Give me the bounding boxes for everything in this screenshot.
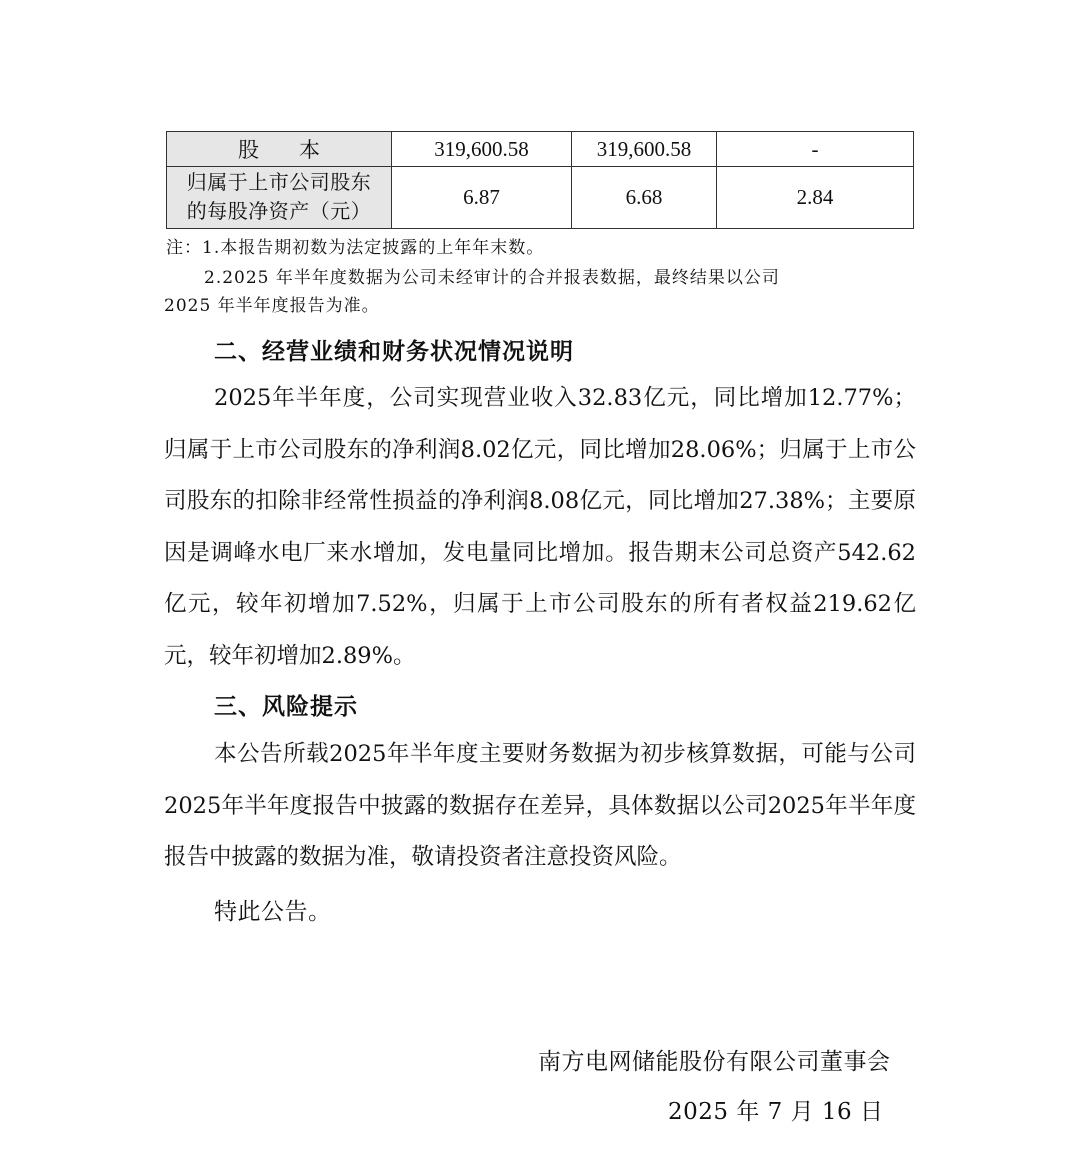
section-heading-performance: 二、经营业绩和财务状况情况说明 [214,339,574,365]
signature-company: 南方电网储能股份有限公司董事会 [538,1049,891,1075]
table-cell: 6.68 [572,167,717,229]
row-label-share-capital: 股本 [167,132,392,167]
signature-date: 2025 年 7 月 16 日 [668,1099,884,1125]
table-row-net-assets-per-share [167,167,914,229]
financial-data-table [166,131,914,229]
table-cell: 2.84 [717,167,914,229]
table-row-share-capital [167,132,914,167]
table-cell: 6.87 [392,167,572,229]
row-label-net-assets-per-share: 归属于上市公司股东 的每股净资产（元） [167,167,392,229]
table-note-1: 注：1.本报告期初数为法定披露的上年年末数。 [166,238,545,258]
table-note-2: 2.2025 年半年度数据为公司未经审计的合并报表数据，最终结果以公司 [204,268,780,288]
table-cell: - [717,132,914,167]
paragraph-risk: 本公告所载2025年半年度主要财务数据为初步核算数据，可能与公司2025年半年度报告中披露的数据存在差异，具体数据以公司2025年半年度报告中披露的数据为准，敬请投资者注意投资风险。 [164,741,916,870]
section-heading-risk: 三、风险提示 [214,694,358,720]
table-cell: 319,600.58 [392,132,572,167]
table-cell: 319,600.58 [572,132,717,167]
closing-statement: 特此公告。 [214,899,332,925]
table-note-2-continued: 2025 年半年度报告为准。 [164,296,380,316]
paragraph-performance: 2025年半年度，公司实现营业收入32.83亿元，同比增加12.77%；归属于上市公司股东的净利润8.02亿元，同比增加28.06%；归属于上市公司股东的扣除非经常性损益的净利润8.08亿元，同比增加27.38%；主要原因是调峰水电厂来水增加，发电量同比增加。报告期末公司总资产542.62亿元，较年初增加7.52%，归属于上市公司股东的所有者权益219.62亿元，较年初增加2.89%。 [164,385,916,669]
